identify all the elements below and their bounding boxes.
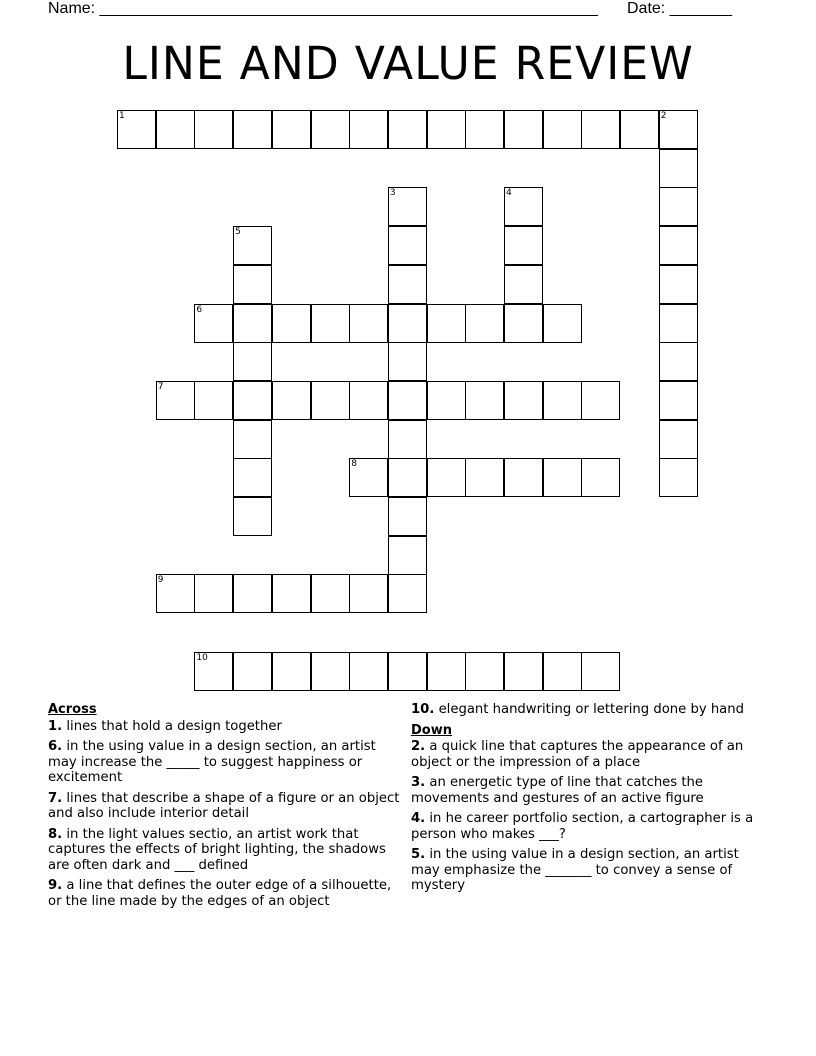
- cell-number: 8: [351, 459, 357, 470]
- crossword-cell[interactable]: [194, 110, 233, 149]
- crossword-cell[interactable]: [465, 304, 504, 343]
- crossword-cell[interactable]: [388, 652, 427, 691]
- down-clue: [411, 847, 771, 894]
- crossword-cell[interactable]: [581, 110, 620, 149]
- crossword-cell[interactable]: [659, 149, 698, 188]
- crossword-cell[interactable]: [156, 110, 195, 149]
- down-heading: Down: [411, 722, 452, 738]
- crossword-cell[interactable]: [233, 574, 272, 613]
- crossword-cell[interactable]: [581, 381, 620, 420]
- crossword-cell[interactable]: [233, 110, 272, 149]
- cell-number: 2: [660, 111, 667, 121]
- crossword-cell[interactable]: [194, 574, 233, 613]
- cell-number: 6: [196, 304, 203, 315]
- down-clues: [411, 702, 771, 899]
- crossword-cell[interactable]: [504, 381, 543, 420]
- cell-number: 4: [506, 188, 512, 199]
- crossword-cell[interactable]: [504, 304, 543, 343]
- crossword-cell[interactable]: [272, 110, 311, 149]
- crossword-cell[interactable]: [388, 304, 427, 343]
- crossword-cell[interactable]: [388, 187, 427, 226]
- crossword-cell[interactable]: [659, 458, 698, 497]
- clue-number: 10.: [411, 702, 435, 717]
- clue-text: lines that describe a shape of a figure or an object and also include interior detail: [48, 790, 400, 821]
- cell-number: 1: [119, 111, 125, 121]
- crossword-cell[interactable]: [543, 381, 582, 420]
- down-clue: [411, 811, 771, 842]
- crossword-cell[interactable]: [272, 304, 311, 343]
- crossword-cell[interactable]: [581, 652, 620, 691]
- across-clue: [48, 827, 400, 874]
- crossword-cell[interactable]: [233, 304, 272, 343]
- crossword-cell[interactable]: [388, 497, 427, 536]
- cell-number: 10: [196, 652, 208, 663]
- crossword-cell[interactable]: [233, 497, 272, 536]
- crossword-cell[interactable]: [388, 381, 427, 420]
- crossword-cell[interactable]: [156, 574, 195, 613]
- crossword-cell[interactable]: [388, 226, 427, 265]
- crossword-cell[interactable]: [659, 304, 698, 343]
- crossword-cell[interactable]: [659, 342, 698, 381]
- clue-number: 1.: [48, 718, 63, 734]
- crossword-cell[interactable]: [504, 458, 543, 497]
- crossword-cell[interactable]: [233, 265, 272, 304]
- clue-number: 9.: [48, 878, 63, 893]
- crossword-cell[interactable]: [620, 110, 659, 149]
- across-clue: [48, 719, 400, 735]
- crossword-cell[interactable]: [659, 381, 698, 420]
- crossword-cell[interactable]: [388, 265, 427, 304]
- crossword-cell[interactable]: [311, 304, 350, 343]
- clue-text: an energetic type of line that catches the movements and gestures of an active figure: [411, 775, 704, 806]
- crossword-cell[interactable]: [465, 110, 504, 149]
- crossword-cell[interactable]: [388, 342, 427, 381]
- crossword-cell[interactable]: [427, 458, 466, 497]
- across-clue: [48, 739, 400, 786]
- crossword-cell[interactable]: [349, 574, 388, 613]
- crossword-cell[interactable]: [465, 381, 504, 420]
- cell-number: 5: [235, 227, 241, 238]
- clue-number: 4.: [411, 811, 426, 826]
- crossword-cell[interactable]: [427, 652, 466, 691]
- crossword-cell[interactable]: [427, 110, 466, 149]
- crossword-cell[interactable]: [311, 110, 350, 149]
- cell-number: 3: [389, 188, 396, 199]
- crossword-cell[interactable]: [233, 420, 272, 459]
- down-clue: [411, 775, 771, 806]
- cell-number: 7: [157, 381, 164, 392]
- clue-text: a quick line that captures the appearance of an object or the impression of a place: [411, 739, 744, 770]
- crossword-cell[interactable]: [543, 458, 582, 497]
- crossword-cell[interactable]: [427, 381, 466, 420]
- crossword-cell[interactable]: [233, 342, 272, 381]
- clue-number: 6.: [48, 739, 63, 754]
- crossword-cell[interactable]: [427, 304, 466, 343]
- down-clue: [411, 739, 771, 770]
- crossword-cell[interactable]: [581, 458, 620, 497]
- crossword-cell[interactable]: [659, 187, 698, 226]
- across-clues: [48, 702, 400, 914]
- page-title: LINE AND VALUE REVIEW: [122, 37, 694, 90]
- crossword-cell[interactable]: [349, 652, 388, 691]
- crossword-cell[interactable]: [659, 420, 698, 459]
- crossword-cell[interactable]: [311, 574, 350, 613]
- crossword-cell[interactable]: [388, 574, 427, 613]
- crossword-cell[interactable]: [504, 187, 543, 226]
- crossword-cell[interactable]: [388, 110, 427, 149]
- crossword-cell[interactable]: [117, 110, 156, 149]
- crossword-cell[interactable]: [272, 381, 311, 420]
- crossword-cell[interactable]: [543, 110, 582, 149]
- crossword-cell[interactable]: [194, 381, 233, 420]
- crossword-cell[interactable]: [233, 226, 272, 265]
- crossword-cell[interactable]: [311, 652, 350, 691]
- clue-text: a line that defines the outer edge of a silhouette, or the line made by the edges of an object: [48, 878, 392, 909]
- crossword-cell[interactable]: [156, 381, 195, 420]
- crossword-cell[interactable]: [504, 110, 543, 149]
- clue-text: elegant handwriting or lettering done by hand: [434, 702, 744, 717]
- clue-text: in he career portfolio section, a cartographer is a person who makes ___?: [411, 811, 754, 842]
- across-clue: [48, 791, 400, 822]
- cell-number: 9: [157, 575, 164, 586]
- crossword-cell[interactable]: [659, 265, 698, 304]
- crossword-cell[interactable]: [349, 110, 388, 149]
- crossword-cell[interactable]: [388, 458, 427, 497]
- across-clue: [48, 878, 400, 909]
- crossword-cell[interactable]: [543, 652, 582, 691]
- crossword-cell[interactable]: [272, 574, 311, 613]
- clue-number: 8.: [48, 826, 63, 842]
- crossword-cell[interactable]: [311, 381, 350, 420]
- clue-text: in the using value in a design section, an artist may increase the _____ to suggest happiness or excitement: [48, 739, 376, 785]
- crossword-cell[interactable]: [504, 652, 543, 691]
- across-heading: Across: [48, 702, 97, 717]
- crossword-cell[interactable]: [272, 652, 311, 691]
- crossword-cell[interactable]: [465, 458, 504, 497]
- crossword-cell[interactable]: [465, 652, 504, 691]
- crossword-cell[interactable]: [659, 110, 698, 149]
- clue-number: 2.: [411, 739, 426, 754]
- date-field-label: Date: _______: [627, 0, 732, 17]
- crossword-cell[interactable]: [349, 381, 388, 420]
- crossword-cell[interactable]: [349, 458, 388, 497]
- clue-number: 7.: [48, 790, 63, 806]
- crossword-cell[interactable]: [349, 304, 388, 343]
- crossword-cell[interactable]: [194, 652, 233, 691]
- clue-text: in the using value in a design section, an artist may emphasize the _______ to convey a sense of mystery: [411, 847, 739, 893]
- clue-text: in the light values sectio, an artist work that captures the effects of bright lighting, the shadows are often dark and ___ defined: [48, 826, 386, 873]
- crossword-cell[interactable]: [504, 226, 543, 265]
- crossword-cell[interactable]: [388, 536, 427, 575]
- clue-text: lines that hold a design together: [62, 718, 282, 734]
- crossword-cell[interactable]: [543, 304, 582, 343]
- crossword-cell[interactable]: [233, 381, 272, 420]
- crossword-cell[interactable]: [504, 265, 543, 304]
- crossword-cell[interactable]: [194, 304, 233, 343]
- crossword-cell[interactable]: [233, 458, 272, 497]
- crossword-cell[interactable]: [659, 226, 698, 265]
- name-field-label: Name: ________________________________________________________: [48, 0, 598, 17]
- crossword-cell[interactable]: [388, 420, 427, 459]
- clue-number: 3.: [411, 775, 426, 790]
- across-clue: [411, 702, 771, 718]
- clue-number: 5.: [411, 847, 426, 862]
- crossword-cell[interactable]: [233, 652, 272, 691]
